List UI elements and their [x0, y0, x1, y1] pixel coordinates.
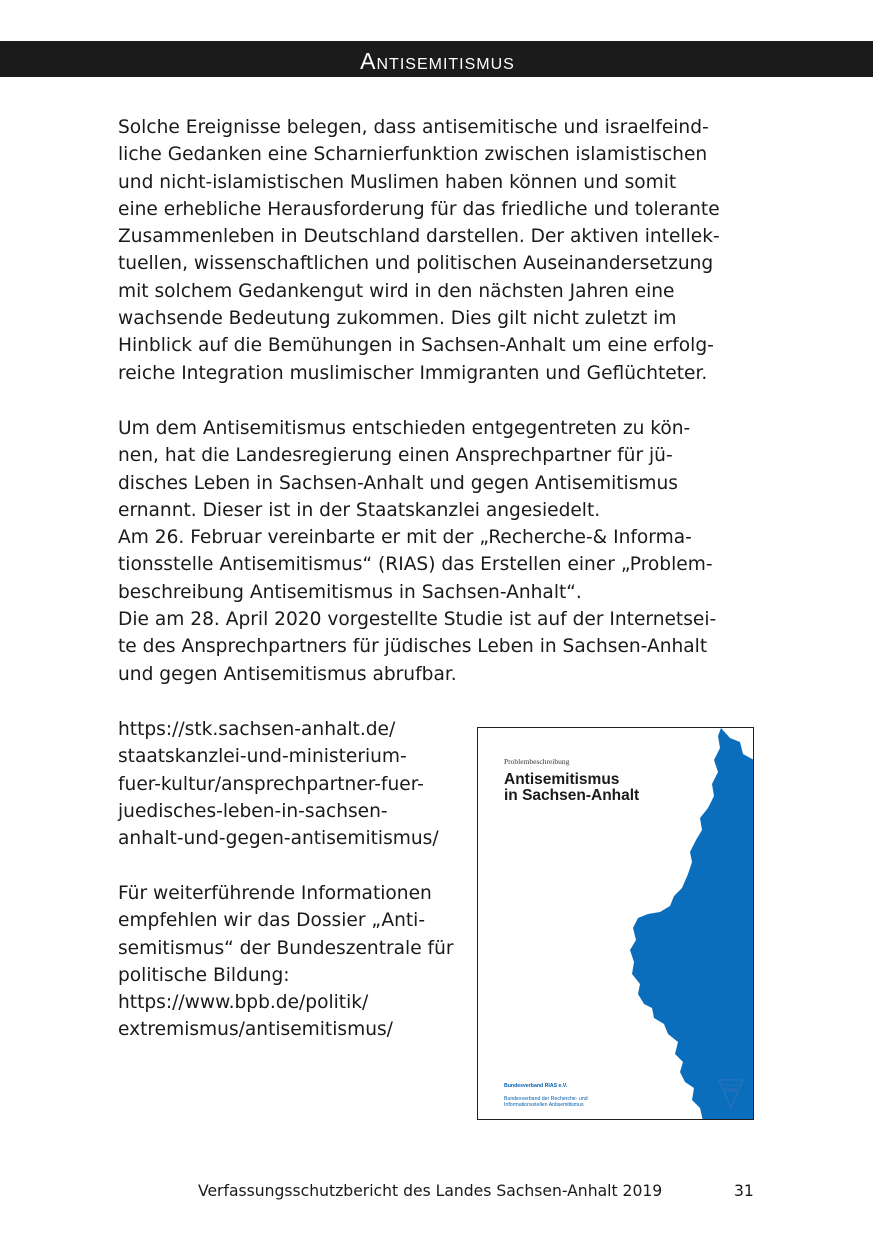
rias-logo-text: rias [724, 1087, 738, 1094]
chapter-header [0, 41, 873, 77]
cover-publisher-desc: Bundesverband der Recherche- und Informationsstellen Antisemitismus [504, 1095, 588, 1108]
stk-url-link[interactable]: https://stk.sachsen-anhalt.de/ staatskanzlei-und-ministerium- fuer-kultur/ansprechpartner-fuer- juedisches-leben-in-sachsen- anhalt-und-gegen-antisemitismus/ [118, 719, 439, 850]
cover-kicker: Problembeschreibung [504, 757, 570, 766]
page-footer: Verfassungsschutzbericht des Landes Sachsen-Anhalt 2019 [198, 1182, 663, 1200]
rias-logo-icon [716, 1077, 746, 1111]
cover-publisher-name: Bundesverband RIAS e.V. [504, 1082, 568, 1089]
cover-title: Antisemitismus in Sachsen-Anhalt [504, 771, 640, 804]
cover-publisher [504, 1076, 664, 1115]
body-paragraph-2: Um dem Antisemitismus entschieden entgegentreten zu kön- nen, hat die Landesregierung einen Ansprechpartner für jü- disches Leben in Sachsen-Anhalt und gegen Antisemitismus ernannt. Dieser ist in der Staatskanzlei angesiedelt. Am 26. Februar vereinbarte er mit der „Recherche-& Informa- tionsstelle Antisemitismus“ (RIAS) das Erstellen einer „Problem- beschreibung Antisemitismus in Sachsen-Anhalt“. Die am 28. April 2020 vorgestellte Studie ist auf der Internetsei- te des Ansprechpartners für jüdisches Leben in Sachsen-Anhalt und gegen Antisemitismus abrufbar. [118, 418, 717, 685]
study-cover-image [477, 727, 754, 1120]
further-info-paragraph: Für weiterführende Informationen empfehlen wir das Dossier „Anti- semitismus“ der Bundeszentrale für politische Bildung: https://www.bpb.de/politik/ extremismus/antisemitismus/ [118, 883, 454, 1041]
page-number: 31 [734, 1182, 754, 1200]
chapter-title: Antisemitismus [360, 47, 515, 74]
body-paragraph-1: Solche Ereignisse belegen, dass antisemitische und israelfeind- liche Gedanken eine Scharnierfunktion zwischen islamistischen und nicht-islamistischen Muslimen haben können und somit eine erhebliche Herausforderung für das friedliche und tolerante Zusammenleben in Deutschland darstellen. Der aktiven intellek- tuellen, wissenschaftlichen und politischen Auseinandersetzung mit solchem Gedankengut wird in den nächsten Jahren eine wachsende Bedeutung zukommen. Dies gilt nicht zuletzt im Hinblick auf die Bemühungen in Sachsen-Anhalt um eine erfolg- reiche Integration muslimischer Immigranten und Geflüchteter. [118, 117, 720, 384]
